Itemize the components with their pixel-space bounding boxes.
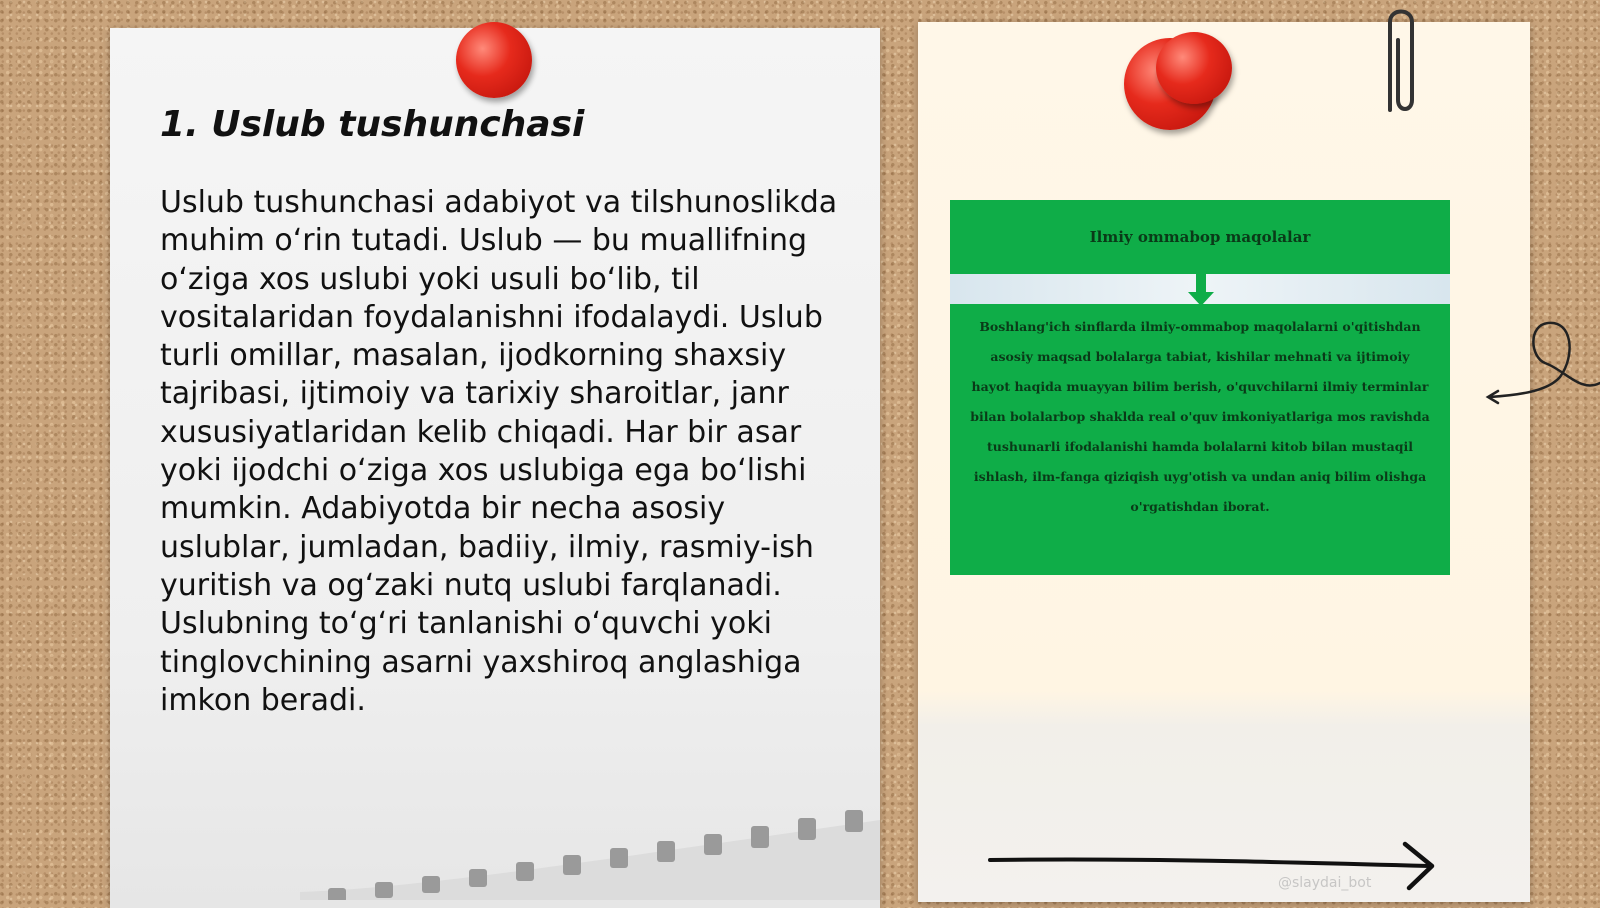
down-arrow-icon (1188, 274, 1214, 308)
torn-edge-decoration (300, 800, 880, 900)
right-arrow-icon (985, 838, 1450, 893)
figure-image (950, 200, 1450, 575)
pushpin-icon (456, 22, 532, 98)
loop-arrow-icon (1480, 315, 1600, 410)
slide-body-text: Uslub tushunchasi adabiyot va tilshunoslikda muhim o‘rin tutadi. Uslub — bu muallifning o‘ziga xos uslubi yoki usuli bo‘lib, til vositalaridan foydalanishni ifodalaydi. Uslub turli omillar, masalan, ijodkorning shaxsiy tajribasi, ijtimoiy va tarixiy sharoitlar, janr xususiyatlaridan kelib chiqadi. Har bir asar yoki ijodchi o‘ziga xos uslubiga ega bo‘lishi mumkin. Adabiyotda bir necha asosiy uslublar, jumladan, badiiy, ilmiy, rasmiy-ish yuritish va og‘zaki nutq uslubi farqlanadi. Uslubning to‘g‘ri tanlanishi o‘quvchi yoki tinglovchining asarni yaxshiroq anglashiga imkon beradi. (160, 185, 838, 718)
figure-text: Boshlang'ich sinflarda ilmiy-ommabop maqolalarni o'qitishdan asosiy maqsad bolalarga tabiat, kishilar mehnati va ijtimoiy hayot haqida muayyan bilim berish, o'quvchilarni ilmiy terminlar bilan bolalarbop shaklda real o'quv imkoniyatlariga mos ravishda tushunarli ifodalanishi hamda bolalarni kitob bilan mustaqil ishlash, ilm-fanga qiziqish uyg'otish va undan aniq bilim olishga o'rgatishdan iborat. (970, 319, 1430, 514)
figure-title: Ilmiy ommabop maqolalar (1089, 228, 1311, 246)
slide-title: 1. Uslub tushunchasi (160, 104, 585, 145)
watermark: @slaydai_bot (1278, 875, 1372, 891)
paperclip-icon (1376, 0, 1426, 125)
figure-band (950, 274, 1450, 304)
pushpin-icon (1156, 32, 1232, 104)
